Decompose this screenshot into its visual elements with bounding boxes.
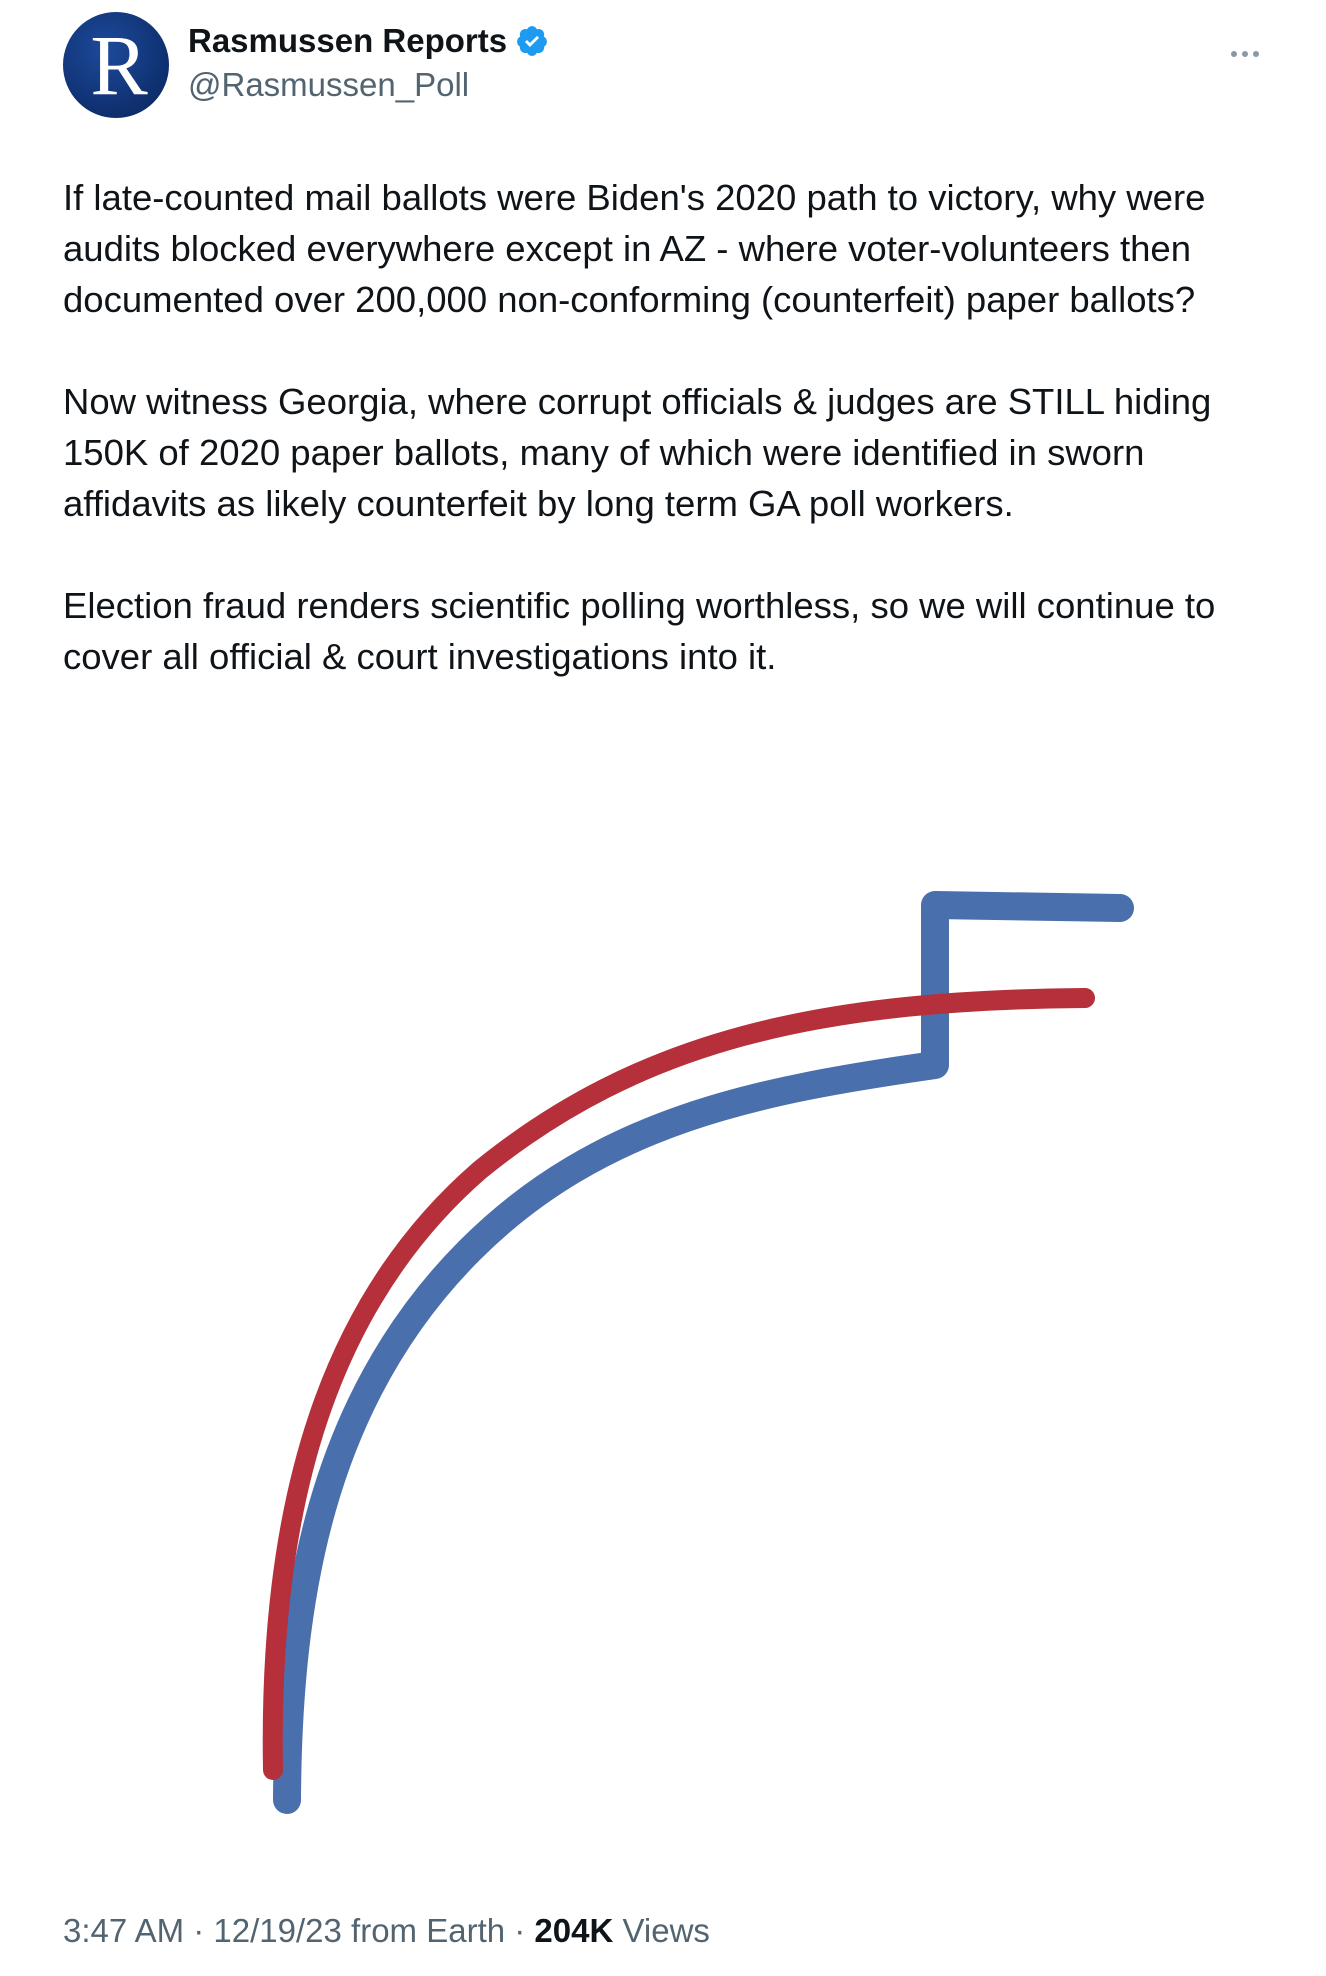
author-names [188,22,549,104]
author-handle[interactable]: @Rasmussen_Poll [188,66,470,103]
tweet-paragraph: If late-counted mail ballots were Biden's 2020 path to victory, why were audits blocked everywhere except in AZ - where voter-volunteers then documented over 200,000 non-conforming (counterfeit) paper ballots? [63,177,1216,320]
author-avatar[interactable] [63,12,169,118]
vote-count-curves-image [0,780,1326,1860]
more-options-dot [1242,51,1248,57]
separator: · [505,1912,535,1949]
separator: · [184,1912,214,1949]
tweet-header [63,12,1273,122]
views-label: Views [613,1912,710,1949]
tweet-paragraph: Now witness Georgia, where corrupt officials & judges are STILL hiding 150K of 2020 paper ballots, many of which were identified in sworn affidavits as likely counterfeit by long term GA poll workers. [63,381,1222,524]
tweet-date[interactable]: 12/19/23 [213,1912,342,1949]
tweet-paragraph: Election fraud renders scientific polling worthless, so we will continue to cover all official & court investigations into it. [63,585,1226,677]
more-options-button[interactable] [1217,34,1273,74]
tweet-metadata [63,1912,710,1950]
tweet-media-image[interactable] [0,780,1326,1860]
author-display-name[interactable]: Rasmussen Reports [188,22,508,59]
avatar-letter: R [90,17,148,113]
rasmussen-logo-icon [63,12,169,118]
more-options-dot [1253,51,1259,57]
display-name-row [188,22,549,60]
tweet-source: from Earth [341,1912,506,1949]
tweet-body [63,172,1283,733]
more-options-icon [1231,51,1237,57]
verified-badge-icon [515,24,549,58]
views-count[interactable]: 204K [534,1912,614,1949]
tweet-time[interactable]: 3:47 AM [63,1912,185,1949]
